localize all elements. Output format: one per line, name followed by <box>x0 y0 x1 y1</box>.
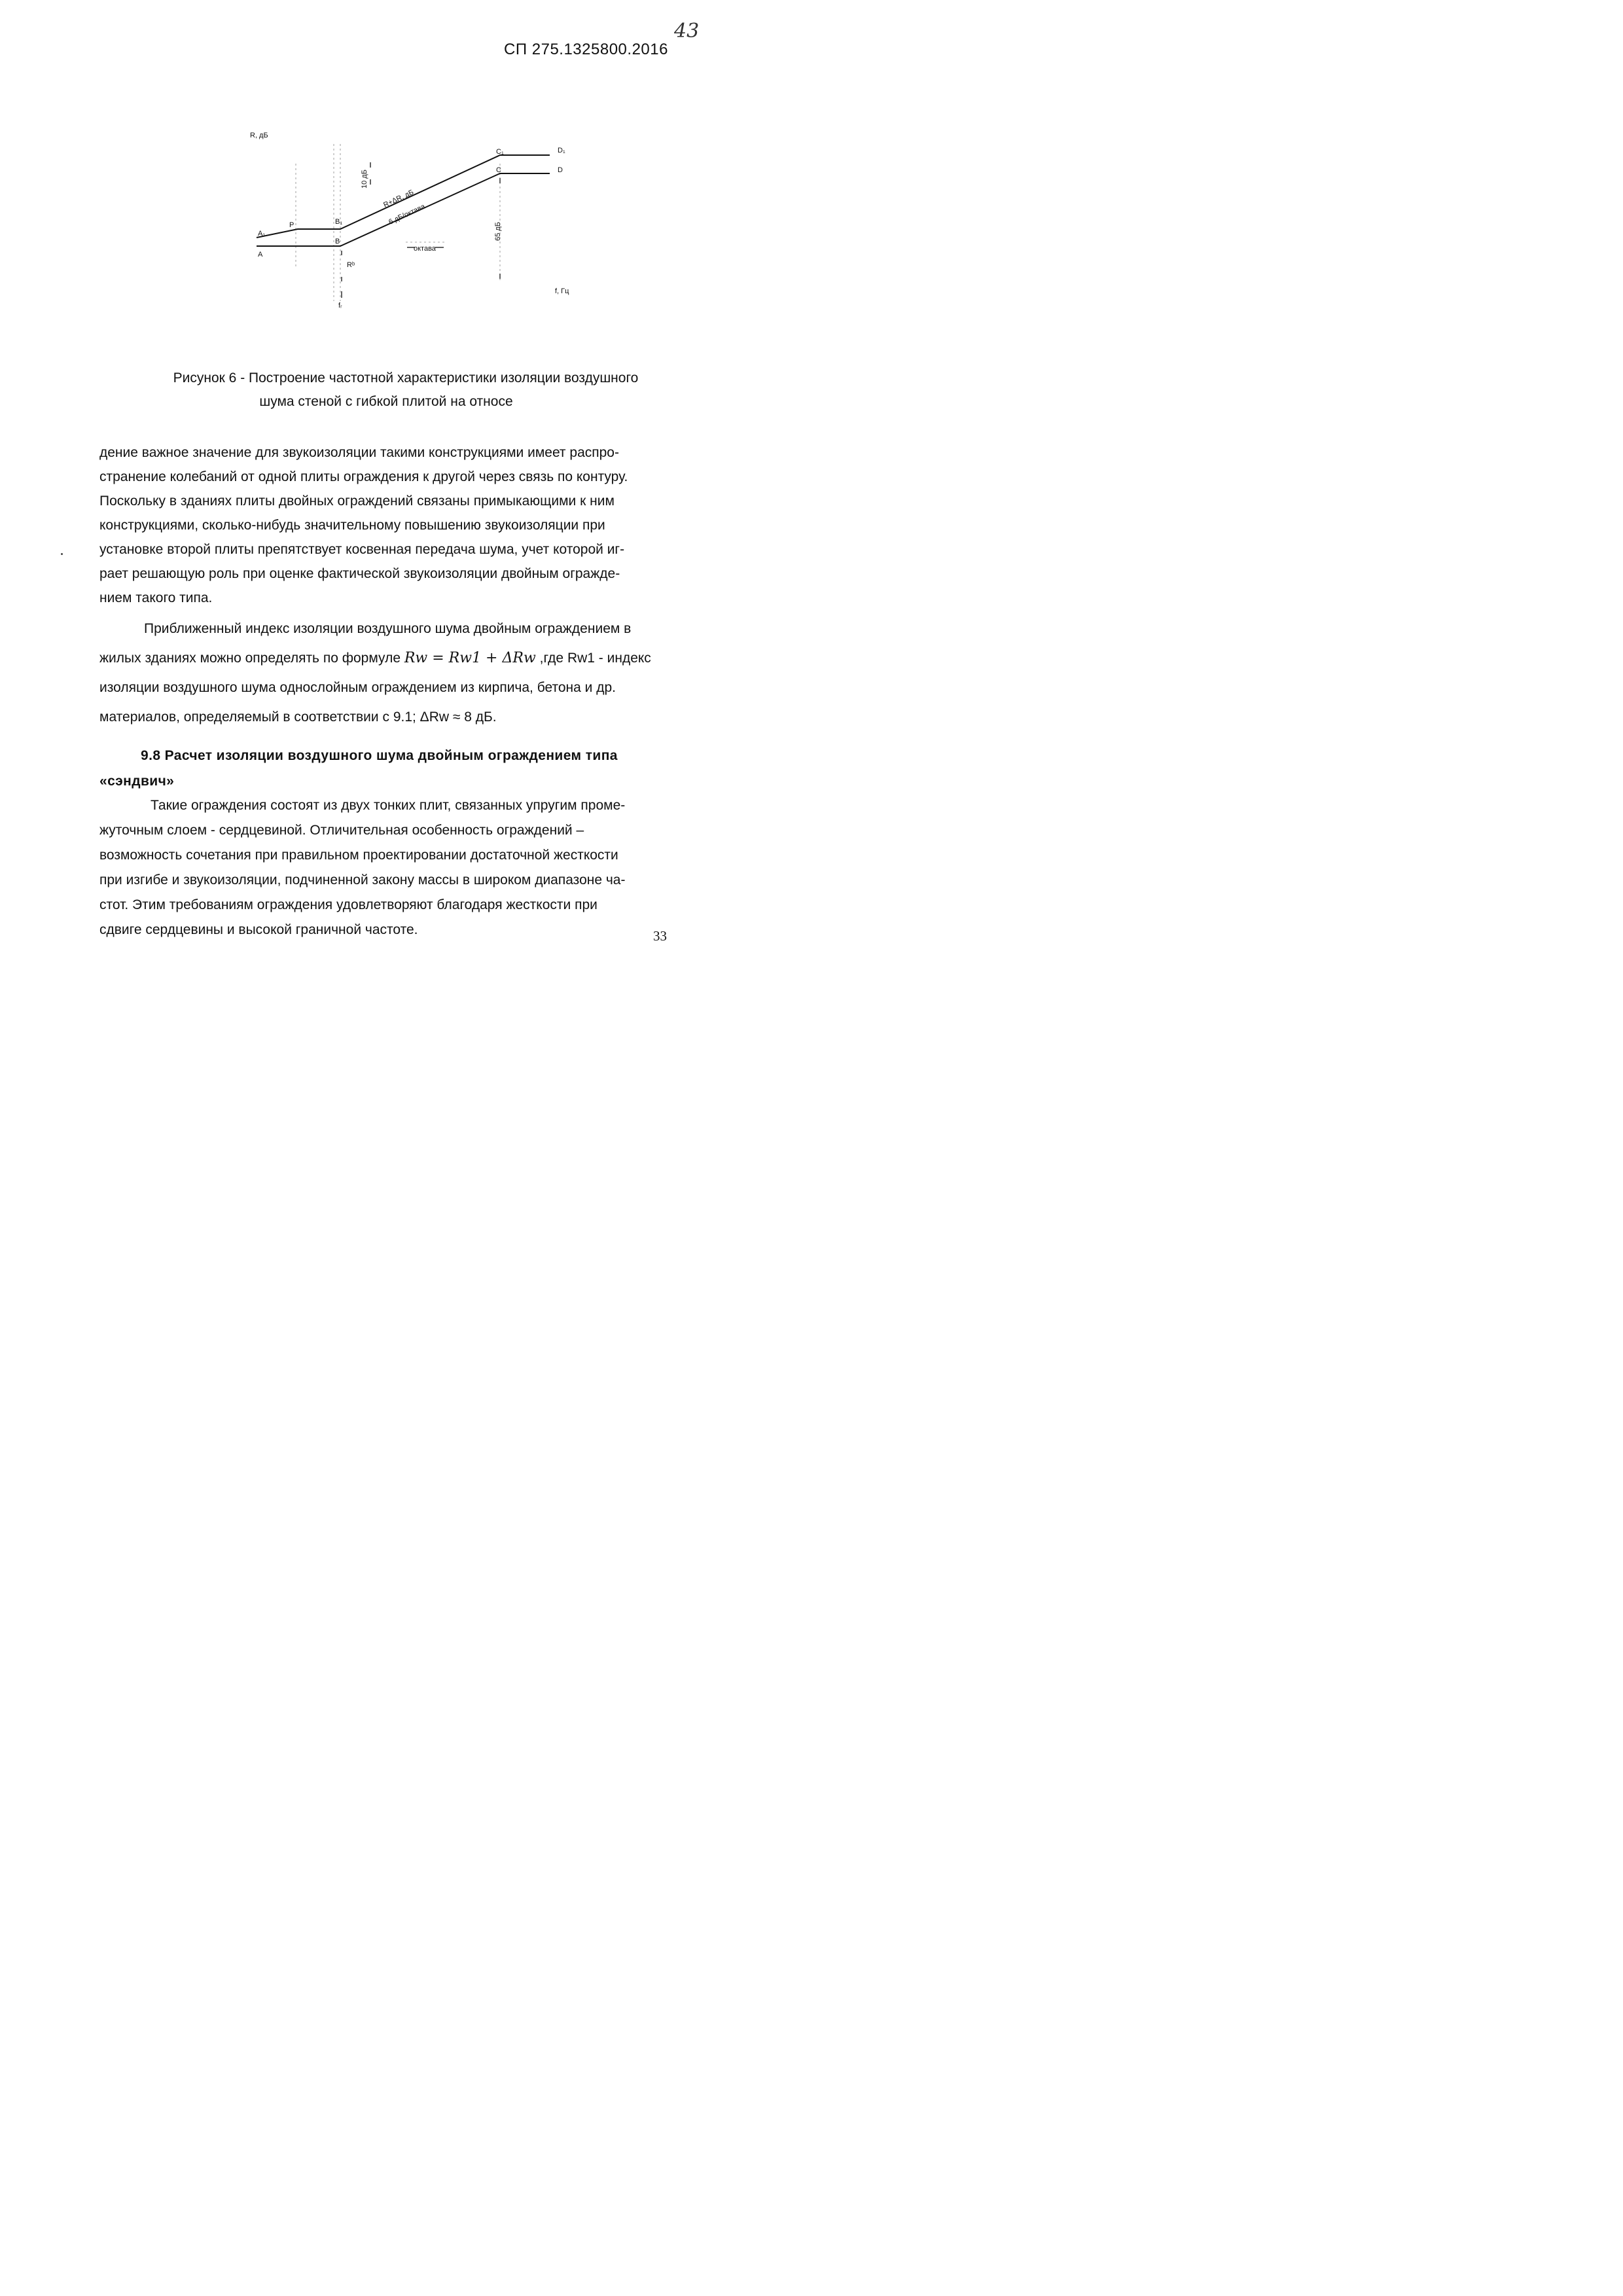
text-line: странение колебаний от одной плиты ограждения к другой через связь по контуру. <box>99 469 628 484</box>
section-heading-9-8 <box>99 743 671 794</box>
text-line: Поскольку в зданиях плиты двойных ограждений связаны примыкающими к ним <box>99 493 615 509</box>
label-b: B <box>335 238 340 245</box>
text-line: Такие ограждения состоят из двух тонких плит, связанных упругим проме- <box>151 798 626 813</box>
heading-line-1: 9.8 Расчет изоляции воздушного шума двойным ограждением типа <box>141 748 618 763</box>
label-d: D <box>558 166 563 174</box>
text-line: сдвиге сердцевины и высокой граничной частоте. <box>99 922 418 937</box>
annotation-65db: 65 дБ <box>494 222 502 241</box>
text-line: Приближенный индекс изоляции воздушного шума двойным ограждением в <box>144 621 632 636</box>
margin-dot <box>61 553 63 555</box>
label-a: A <box>258 251 263 259</box>
text-line-with-formula <box>99 643 671 673</box>
heading-line-2: «сэндвич» <box>99 774 175 789</box>
label-c: C <box>496 166 501 174</box>
text-fragment: жилых зданиях можно определять по формуле <box>99 651 401 666</box>
text-line: стот. Этим требованиям ограждения удовлетворяют благодаря жесткости при <box>99 897 597 912</box>
label-rb: Rᵇ <box>347 261 355 269</box>
caption-line-2: шума стеной с гибкой плитой на относе <box>259 394 513 409</box>
text-line: материалов, определяемый в соответствии с 9.1; ΔRw ≈ 8 дБ. <box>99 709 497 725</box>
frequency-response-diagram <box>249 124 589 321</box>
annotation-octave: октава <box>414 245 436 253</box>
text-line: возможность сочетания при правильном проектировании достаточной жесткости <box>99 848 618 863</box>
annotation-10db: 10 дБ <box>361 170 368 188</box>
text-line: нием такого типа. <box>99 590 213 605</box>
figure-6-diagram <box>249 124 589 321</box>
text-line: конструкциями, сколько-нибудь значительному повышению звукоизоляции при <box>99 518 605 533</box>
figure-caption <box>0 367 726 414</box>
annotation-slope: 6 дБ/октава <box>387 202 427 226</box>
paragraph-2 <box>99 614 671 732</box>
label-fr: fᵣ <box>338 302 342 310</box>
handwritten-page-number: 43 <box>674 20 700 43</box>
text-line: дение важное значение для звукоизоляции такими конструкциями имеет распро- <box>99 445 619 460</box>
text-line: установке второй плиты препятствует косвенная передача шума, учет которой иг- <box>99 542 625 557</box>
paragraph-3 <box>99 793 671 942</box>
text-line: изоляции воздушного шума однослойным ограждением из кирпича, бетона и др. <box>99 680 616 695</box>
text-line: жуточным слоем - сердцевиной. Отличительная особенность ограждений – <box>99 823 584 838</box>
document-code: СП 275.1325800.2016 <box>504 41 668 58</box>
label-a1: A₁ <box>258 230 266 238</box>
line-a-b-c-d <box>257 173 550 246</box>
text-line: рает решающую роль при оценке фактической звукоизоляции двойным огражде- <box>99 566 620 581</box>
page-number: 33 <box>653 928 667 944</box>
y-axis-label: R, дБ <box>250 132 268 139</box>
annotation-r-delta: R+ΔR, дБ <box>382 188 416 209</box>
x-axis-label: f, Гц <box>555 287 569 295</box>
text-line: при изгибе и звукоизоляции, подчиненной закону массы в широком диапазоне ча- <box>99 872 626 888</box>
caption-line-1: Рисунок 6 - Построение частотной характеристики изоляции воздушного <box>173 370 639 386</box>
label-b1: B₁ <box>335 218 343 226</box>
label-c1: C₁ <box>496 148 504 156</box>
paragraph-1 <box>99 440 671 610</box>
label-p: P <box>289 221 294 229</box>
formula: Rw = Rw1 + ΔRw <box>404 650 536 666</box>
label-d1: D₁ <box>558 147 565 154</box>
text-fragment: ,где Rw1 - индекс <box>539 651 651 666</box>
